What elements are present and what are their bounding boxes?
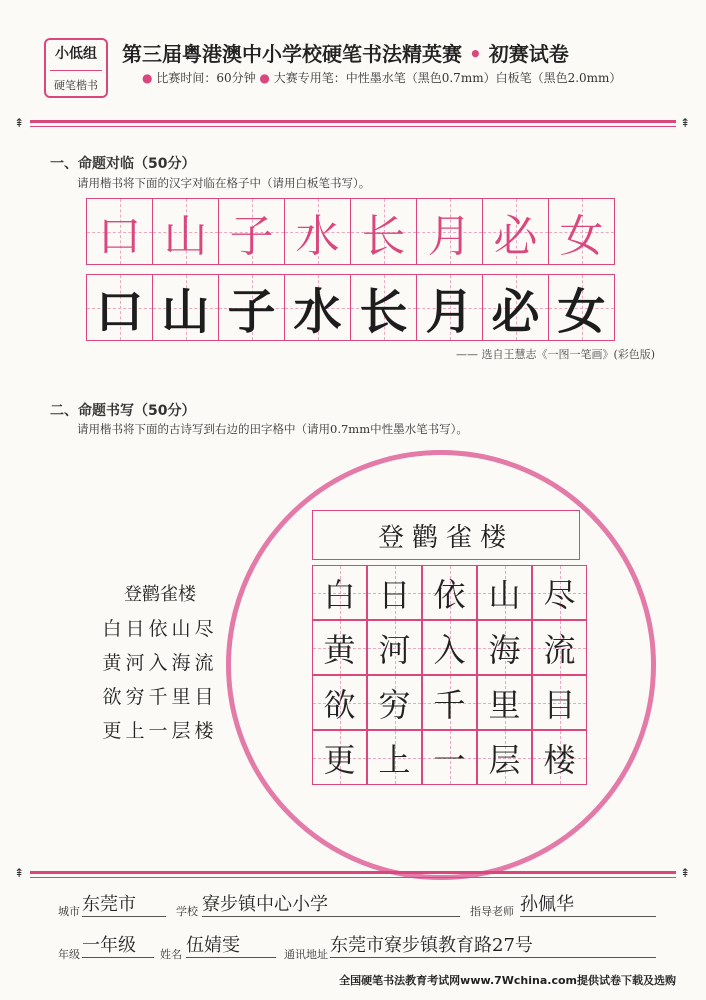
badge-divider <box>50 70 102 71</box>
grid-cell[interactable]: 一 <box>422 730 477 785</box>
name-label: 姓名 <box>160 948 182 961</box>
school-label: 学校 <box>176 905 198 918</box>
badge-style-label: 硬笔楷书 <box>54 79 98 92</box>
poem-line: 欲穷千里目 <box>102 686 218 708</box>
grid-cell[interactable]: 河 <box>367 620 422 675</box>
arrow-left-icon: ⇞ <box>14 116 25 130</box>
grid-cell[interactable]: 里 <box>477 675 532 730</box>
model-cell: 子 <box>218 198 285 265</box>
model-cell: 山 <box>152 198 219 265</box>
grid-cell[interactable]: 日 <box>367 565 422 620</box>
teacher-label: 指导老师 <box>470 905 514 918</box>
city-field[interactable]: 东莞市 <box>82 890 166 917</box>
written-title: 登鹳雀楼 <box>377 522 514 553</box>
model-row <box>86 198 614 265</box>
section2-instruction: 请用楷书将下面的古诗写到右边的田字格中（请用0.7mm中性墨水笔书写）。 <box>77 422 468 436</box>
bullet-icon: ● <box>259 71 270 85</box>
model-cell: 必 <box>482 198 549 265</box>
teacher-field[interactable]: 孙佩华 <box>520 890 656 917</box>
poem-line: 更上一层楼 <box>102 720 218 742</box>
city-label: 城市 <box>58 905 80 918</box>
copy-cell[interactable]: 女 <box>548 274 615 341</box>
arrow-right-icon: ⇞ <box>680 866 691 880</box>
grid-cell[interactable]: 目 <box>532 675 587 730</box>
copy-cell[interactable]: 山 <box>152 274 219 341</box>
title-dot: • <box>462 42 489 66</box>
copy-cell[interactable]: 长 <box>350 274 417 341</box>
tianzige-grid <box>312 565 587 785</box>
section2-heading: 二、命题书写（50分） <box>50 403 196 419</box>
title-stage: 初赛试卷 <box>488 42 569 66</box>
arrow-left-icon: ⇞ <box>14 866 25 880</box>
bottom-divider-thin <box>30 877 676 878</box>
grid-cell[interactable]: 穷 <box>367 675 422 730</box>
grid-cell[interactable]: 依 <box>422 565 477 620</box>
model-cell: 长 <box>350 198 417 265</box>
poem-line: 黄河入海流 <box>102 652 218 674</box>
source-credit: —— 选自王慧志《一图一笔画》(彩色版) <box>456 348 656 361</box>
name-field[interactable]: 伍婧雯 <box>186 931 276 958</box>
copy-row <box>86 274 614 341</box>
grid-cell[interactable]: 更 <box>312 730 367 785</box>
written-title-box[interactable] <box>312 510 580 560</box>
model-cell: 水 <box>284 198 351 265</box>
grid-row <box>312 730 587 785</box>
top-divider <box>30 120 676 123</box>
grid-cell[interactable]: 流 <box>532 620 587 675</box>
school-field[interactable]: 寮步镇中心小学 <box>202 890 460 917</box>
grid-row <box>312 620 587 675</box>
poem-title: 登鹳雀楼 <box>124 584 196 605</box>
copy-cell[interactable]: 月 <box>416 274 483 341</box>
model-poem <box>70 580 250 748</box>
grid-cell[interactable]: 山 <box>477 565 532 620</box>
address-field[interactable]: 东莞市寮步镇教育路27号 <box>330 931 656 958</box>
model-cell: 月 <box>416 198 483 265</box>
copy-cell[interactable]: 子 <box>218 274 285 341</box>
exam-info <box>142 69 621 86</box>
model-cell: 女 <box>548 198 615 265</box>
model-cell: 口 <box>86 198 153 265</box>
grid-cell[interactable]: 尽 <box>532 565 587 620</box>
copy-cell[interactable]: 口 <box>86 274 153 341</box>
copy-cell[interactable]: 必 <box>482 274 549 341</box>
arrow-right-icon: ⇞ <box>680 116 691 130</box>
section1-instruction: 请用楷书将下面的汉字对临在格子中（请用白板笔书写）。 <box>77 176 371 190</box>
footer-text: 全国硬笔书法教育考试网www.7Wchina.com提供试卷下载及选购 <box>339 974 676 987</box>
title-main: 第三届粤港澳中小学校硬笔书法精英赛 <box>122 42 462 66</box>
grade-field[interactable]: 一年级 <box>82 931 154 958</box>
bullet-icon: ● <box>142 71 153 85</box>
grid-cell[interactable]: 海 <box>477 620 532 675</box>
poem-line: 白日依山尽 <box>102 618 218 640</box>
grid-cell[interactable]: 千 <box>422 675 477 730</box>
top-divider-thin <box>30 126 676 127</box>
category-badge <box>44 38 108 98</box>
grade-label: 年级 <box>58 948 80 961</box>
grid-cell[interactable]: 层 <box>477 730 532 785</box>
address-label: 通讯地址 <box>284 948 328 961</box>
bottom-divider <box>30 871 676 874</box>
grid-cell[interactable]: 白 <box>312 565 367 620</box>
grid-row <box>312 675 587 730</box>
grid-cell[interactable]: 上 <box>367 730 422 785</box>
grid-cell[interactable]: 入 <box>422 620 477 675</box>
section1-heading: 一、命题对临（50分） <box>50 156 196 172</box>
badge-group-label: 小低组 <box>55 46 97 62</box>
exam-pen: 大赛专用笔：中性墨水笔（黑色0.7mm）白板笔（黑色2.0mm） <box>273 71 622 85</box>
grid-row <box>312 565 587 620</box>
page-title <box>122 38 569 67</box>
copy-cell[interactable]: 水 <box>284 274 351 341</box>
grid-cell[interactable]: 楼 <box>532 730 587 785</box>
exam-time: 比赛时间：60分钟 <box>156 71 256 85</box>
grid-cell[interactable]: 黄 <box>312 620 367 675</box>
grid-cell[interactable]: 欲 <box>312 675 367 730</box>
